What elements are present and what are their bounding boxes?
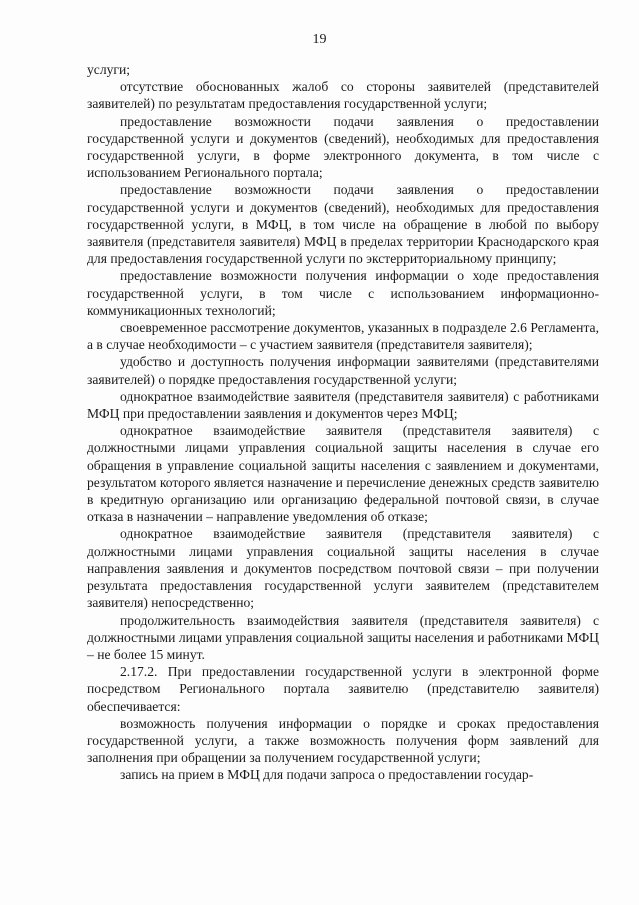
paragraph: своевременное рассмотрение документов, указанных в подразделе 2.6 Регламента, а в случае необходимости – с участием заявителя (представителя заявителя); [87,320,599,353]
paragraph: предоставление возможности получения информации о ходе предоставления государственной услуги, в том числе с использованием информационно-коммуникационных технологий; [87,268,599,318]
paragraph-section-heading: 2.17.2. При предоставлении государственной услуги в электронной форме посредством Регионального портала заявителю (представителю заявителя) обеспечивается: [87,664,599,714]
paragraph: удобство и доступность получения информации заявителями (представителями заявителей) о порядке предоставления государственной услуги; [87,354,599,387]
paragraph: предоставление возможности подачи заявления о предоставлении государственной услуги и документов (сведений), необходимых для предоставления государственной услуги, в МФЦ, в том числе на обращение в любой по выбору заявителя (представителя заявителя) МФЦ в пределах территории Краснодарского края для предоставления государственной услуги по экстерриториальному принципу; [87,182,599,267]
paragraph: запись на прием в МФЦ для подачи запроса о предоставлении государ- [120,767,534,783]
paragraph: однократное взаимодействие заявителя (представителя заявителя) с должностными лицами управления социальной защиты населения в случае направления заявления и документов посредством почтовой связи – при получении результата предоставления государственной услуги заявителем (представителем заявителя) непосредственно; [87,526,599,611]
paragraph: однократное взаимодействие заявителя (представителя заявителя) с работниками МФЦ при предоставлении заявления и документов через МФЦ; [87,388,599,422]
paragraph: однократное взаимодействие заявителя (представителя заявителя) с должностными лицами управления социальной защиты населения в случае его обращения в управление социальной защиты населения с заявлением и документами, результатом которого является назначение и перечисление денежных средств заявителю в кредитную организацию или организацию федеральной почтовой связи, в случае отказа в назначении – направление уведомления об отказе; [87,423,599,525]
paragraph: предоставление возможности подачи заявления о предоставлении государственной услуги и документов (сведений), необходимых для предоставления государственной услуги, в форме электронного документа, в том числе с использованием Регионального портала; [87,113,599,181]
page-number: 19 [312,32,327,47]
paragraph: возможность получения информации о порядке и сроках предоставления государственной услуги, а также возможность получения форм заявлений для заполнения при обращении за получением государственной услуги; [87,715,599,766]
paragraph: отсутствие обоснованных жалоб со стороны заявителей (представителей заявителей) по результатам предоставления государственной услуги; [87,79,599,112]
paragraph-continuation: услуги; [87,62,131,77]
paragraph: продолжительность взаимодействия заявителя (представителя заявителя) с должностными лицами управления социальной защиты населения и работниками МФЦ – не более 15 минут. [87,612,599,662]
document-body [87,61,599,784]
